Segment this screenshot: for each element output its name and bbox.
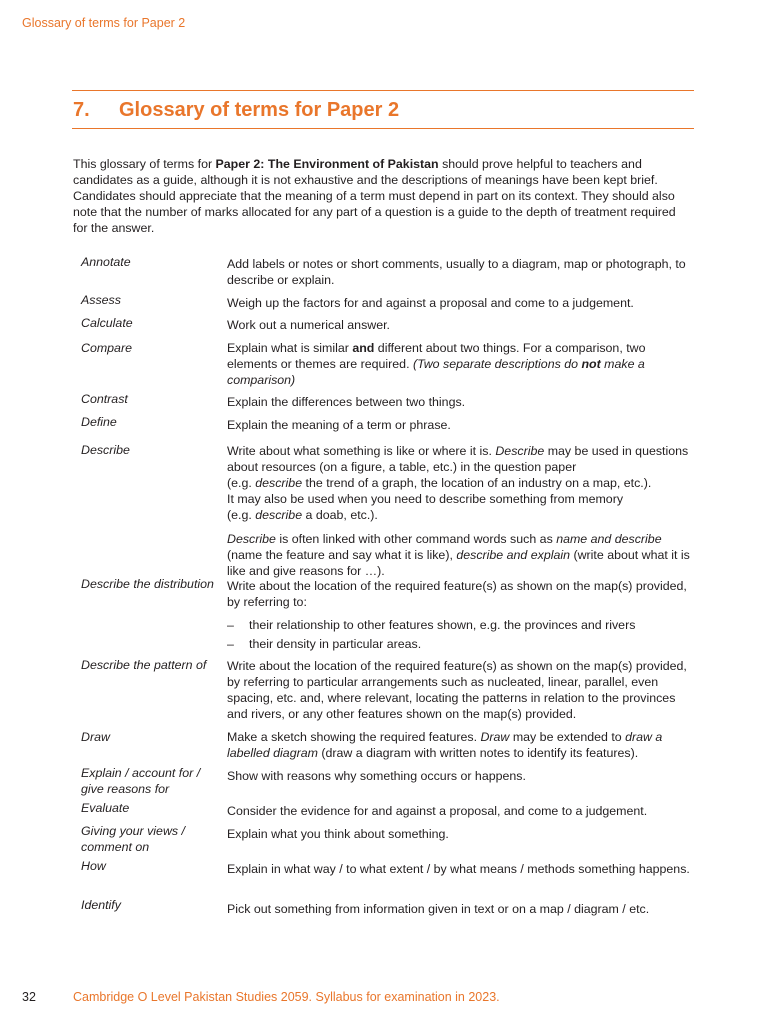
- describe-text: a doab, etc.).: [302, 508, 378, 522]
- section-title: Glossary of terms for Paper 2: [119, 99, 400, 121]
- definition-draw: [227, 729, 697, 761]
- running-head: Glossary of terms for Paper 2: [22, 16, 186, 30]
- bullet-item: [227, 617, 687, 633]
- describe-emphasis: describe: [255, 508, 303, 522]
- compare-text: Explain what is similar: [227, 341, 353, 355]
- term-draw: Draw: [81, 730, 110, 744]
- describe-emphasis: describe: [255, 476, 303, 490]
- describe-text: Write about what something is like or where it is.: [227, 444, 496, 458]
- describe-text: (e.g.: [227, 508, 256, 522]
- definition-calculate: Work out a numerical answer.: [227, 318, 390, 332]
- definition-describe-distribution: Write about the location of the required feature(s) as shown on the map(s) provided, by referring to:: [227, 579, 687, 609]
- term-compare: Compare: [81, 341, 132, 355]
- term-giving-views: Giving your views / comment on: [81, 824, 185, 854]
- intro-text-start: This glossary of terms for: [73, 157, 216, 171]
- describe-emphasis: Describe: [495, 444, 545, 458]
- term-calculate: Calculate: [81, 316, 133, 330]
- describe-text: (write about what it is like and give reasons for …).: [227, 548, 690, 578]
- term-evaluate: Evaluate: [81, 801, 130, 815]
- draw-text: (draw a diagram with written notes to identify its features).: [317, 746, 639, 760]
- describe-text: may be used in questions about resources (on a figure, a table, etc.) in the question paper: [227, 444, 689, 474]
- compare-note: make a comparison): [227, 357, 645, 387]
- definition-giving-views: Explain what you think about something.: [227, 827, 449, 841]
- definition-annotate: Add labels or notes or short comments, usually to a diagram, map or photograph, to describe or explain.: [227, 257, 686, 287]
- term-describe: Describe: [81, 443, 130, 457]
- bullet-dash: –: [227, 637, 234, 651]
- describe-text: (e.g.: [227, 476, 256, 490]
- term-assess: Assess: [81, 293, 121, 307]
- term-annotate: Annotate: [81, 255, 131, 269]
- bullet-dash: –: [227, 618, 234, 632]
- definition-explain: Show with reasons why something occurs or happens.: [227, 769, 526, 783]
- term-how: How: [81, 859, 106, 873]
- describe-emphasis: describe and explain: [456, 548, 571, 562]
- term-describe-distribution: Describe the distribution: [81, 577, 214, 591]
- compare-not: not: [581, 357, 601, 371]
- compare-text: different about two things. For a comparison, two elements or themes are required.: [227, 341, 646, 371]
- page-number: 32: [22, 990, 36, 1004]
- draw-emphasis: draw a labelled diagram: [227, 730, 663, 760]
- draw-emphasis: Draw: [480, 730, 510, 744]
- term-define: Define: [81, 415, 117, 429]
- term-explain: Explain / account for / give reasons for: [81, 766, 201, 796]
- describe-text: is often linked with other command words such as: [275, 532, 557, 546]
- section-heading: [73, 99, 399, 122]
- intro-paper-name: Paper 2: The Environment of Pakistan: [215, 157, 439, 171]
- intro-paragraph: [73, 156, 693, 236]
- definition-assess: Weigh up the factors for and against a proposal and come to a judgement.: [227, 296, 634, 310]
- definition-how: Explain in what way / to what extent / by what means / methods something happens.: [227, 862, 690, 876]
- term-describe-pattern: Describe the pattern of: [81, 658, 207, 672]
- definition-compare: [227, 340, 697, 388]
- definition-describe: [227, 443, 697, 579]
- describe-paragraph-2: [227, 531, 697, 579]
- bullet-text: their density in particular areas.: [249, 637, 422, 651]
- definition-define: Explain the meaning of a term or phrase.: [227, 418, 451, 432]
- definition-evaluate: Consider the evidence for and against a proposal, and come to a judgement.: [227, 804, 648, 818]
- intro-text-rest: should prove helpful to teachers and candidates as a guide, although it is not exhaustive and the descriptions of meanings have been kept brief. Candidates should appreciate that the meaning of a term must depend in part on its context. They should also note that the number of marks allocated for any part of a question is a guide to the depth of treatment required for the answer.: [73, 157, 676, 235]
- section-rule-bottom: [72, 128, 694, 129]
- term-identify: Identify: [81, 898, 121, 912]
- compare-note: (Two separate descriptions do: [412, 357, 582, 371]
- describe-emphasis: Describe: [227, 532, 276, 546]
- definition-contrast: Explain the differences between two things.: [227, 395, 466, 409]
- term-contrast: Contrast: [81, 392, 128, 406]
- bullet-item: [227, 636, 687, 652]
- describe-emphasis: name and describe: [556, 532, 662, 546]
- definition-identify: Pick out something from information given in text or on a map / diagram / etc.: [227, 902, 650, 916]
- draw-text: may be extended to: [509, 730, 626, 744]
- footer-title: Cambridge O Level Pakistan Studies 2059. Syllabus for examination in 2023.: [73, 990, 500, 1004]
- bullet-text: their relationship to other features shown, e.g. the provinces and rivers: [249, 618, 636, 632]
- definition-describe-pattern: Write about the location of the required feature(s) as shown on the map(s) provided, by referring to particular arrangements such as nucleated, linear, parallel, even spacing, etc. and, where relevant, locating the patterns in relation to the provinces and rivers, or any other features shown on the map(s) provided.: [227, 659, 687, 721]
- draw-text: Make a sketch showing the required features.: [227, 730, 481, 744]
- describe-text: (name the feature and say what it is like),: [227, 548, 457, 562]
- describe-text: the trend of a graph, the location of an industry on a map, etc.).: [302, 476, 652, 490]
- section-number: 7.: [73, 99, 90, 121]
- section-rule-top: [72, 90, 694, 91]
- describe-text: It may also be used when you need to describe something from memory: [227, 492, 624, 506]
- compare-and: and: [352, 341, 375, 355]
- describe-paragraph-1: [227, 443, 697, 523]
